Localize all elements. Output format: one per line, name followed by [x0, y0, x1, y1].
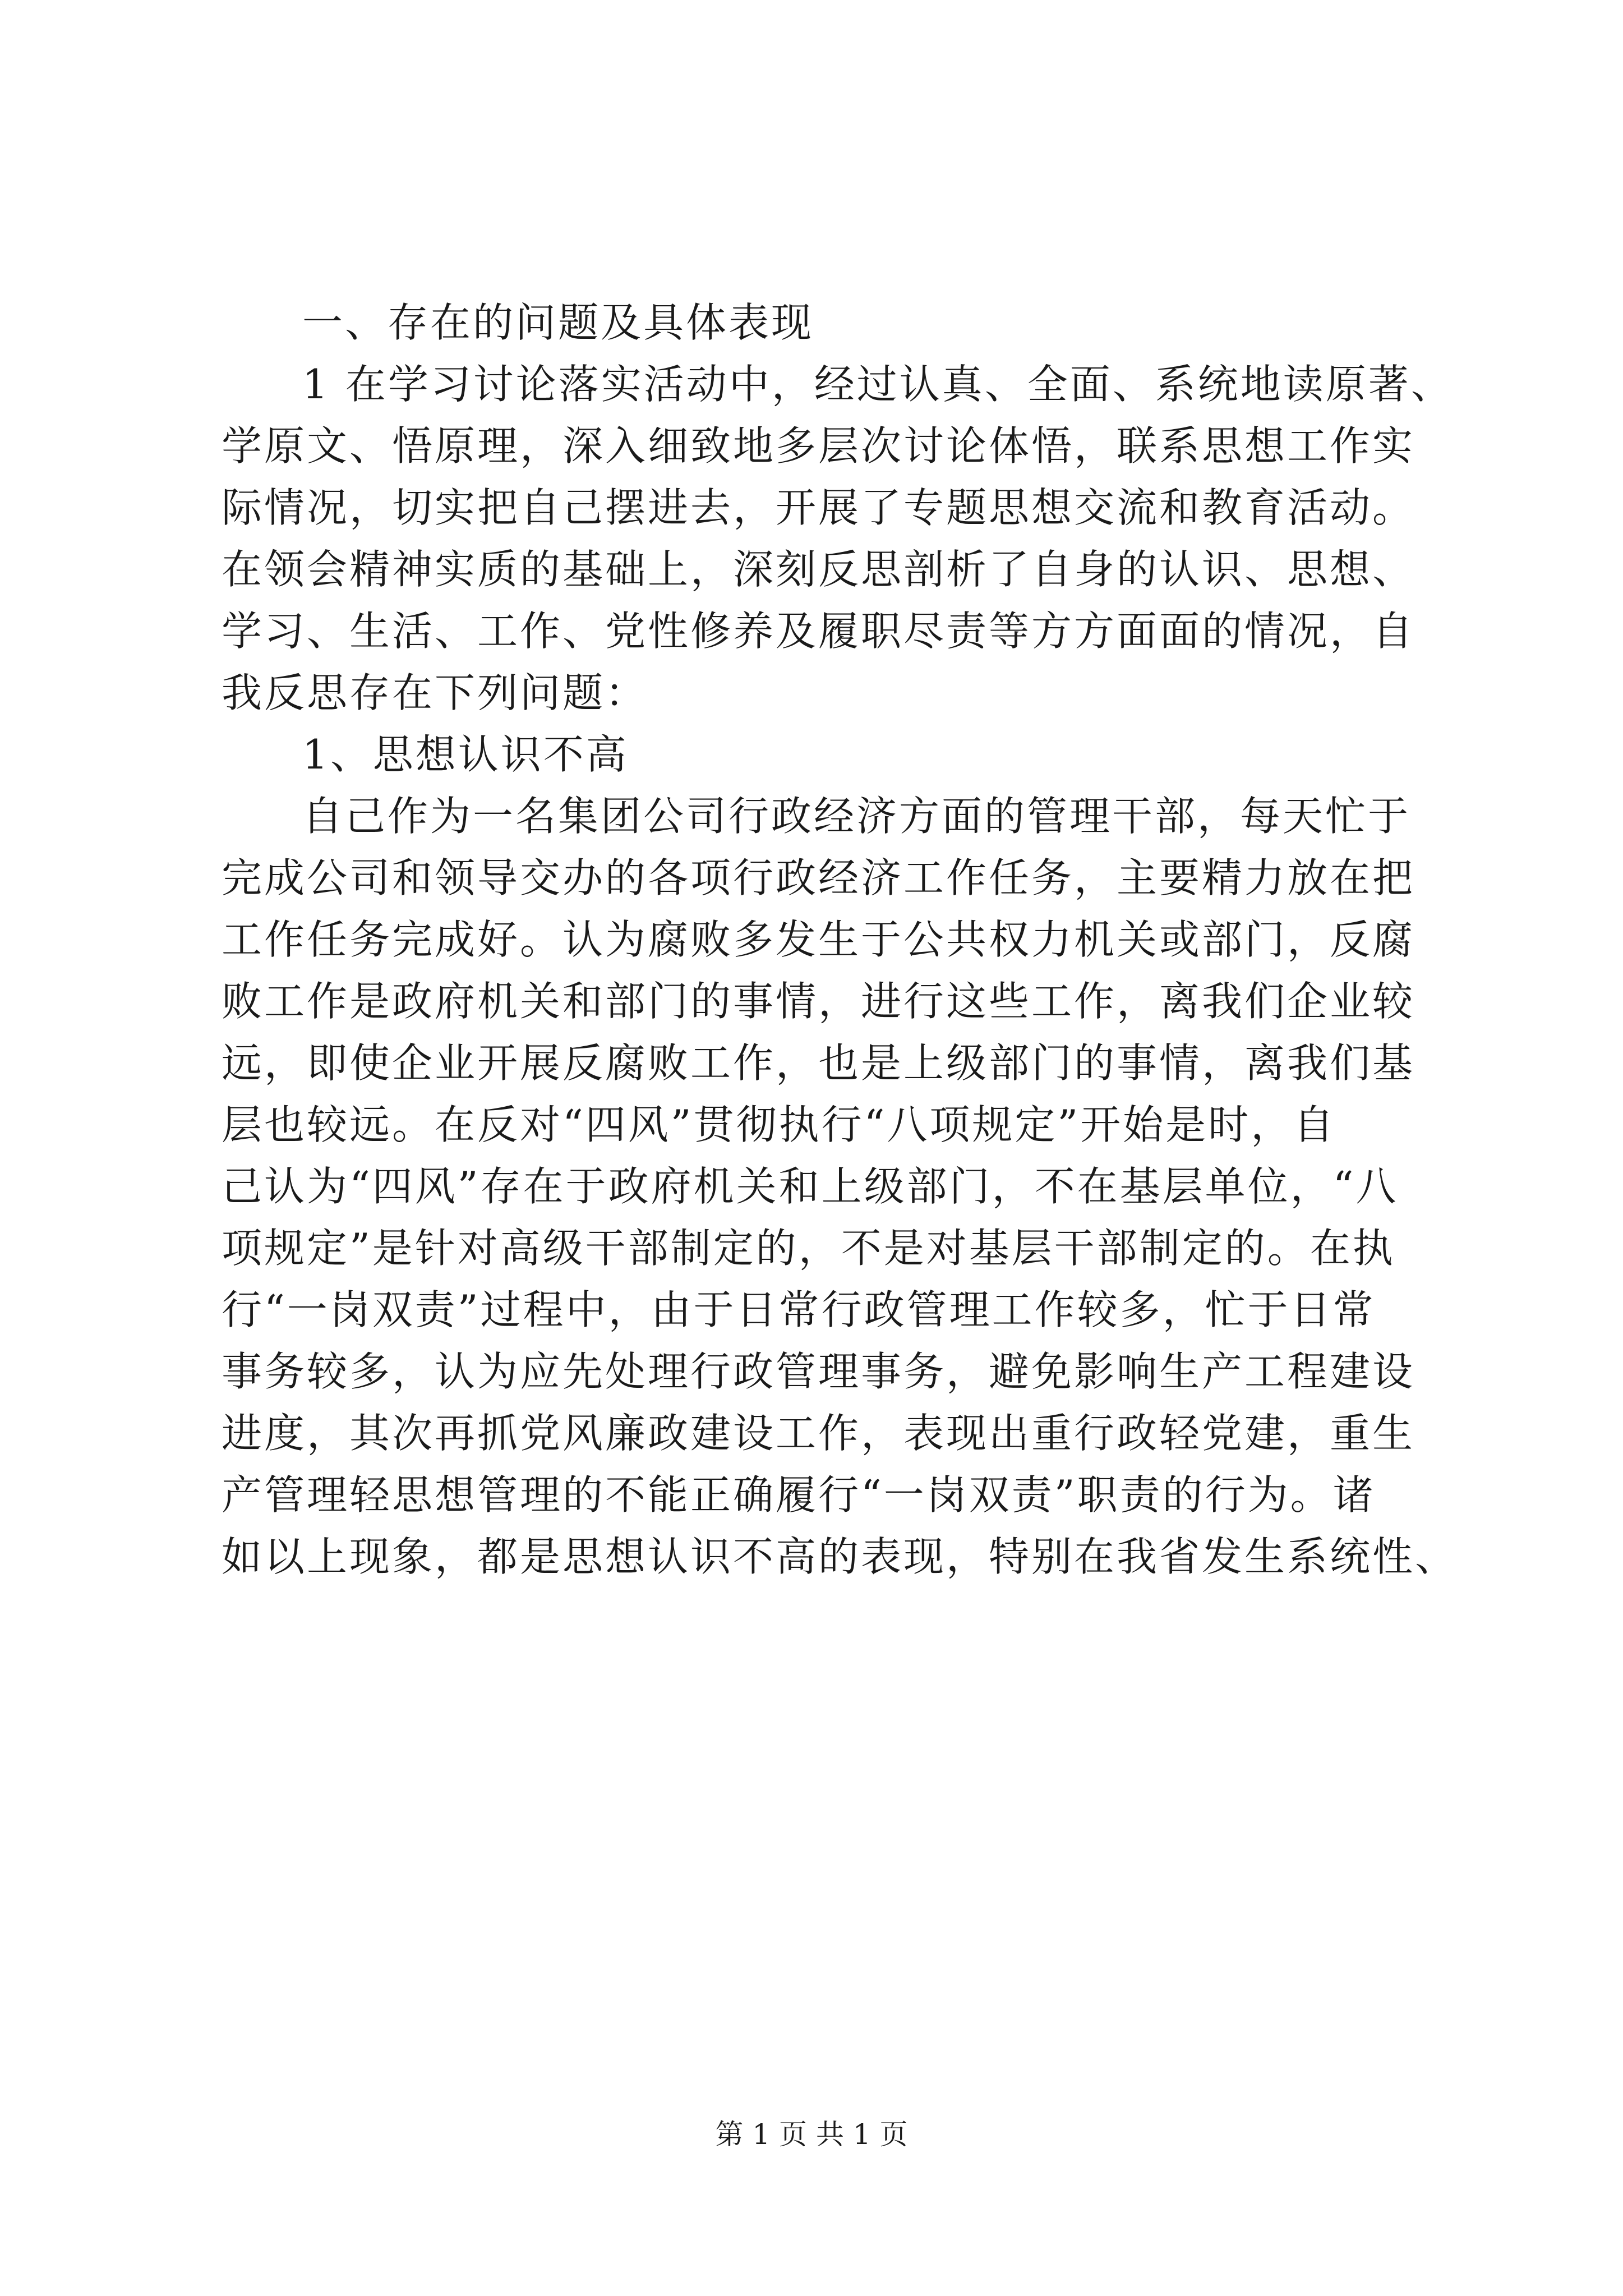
paragraph-line: 项规定”是针对高级干部制定的，不是对基层干部制定的。在执: [222, 1225, 1395, 1272]
paragraph-line: 际情况，切实把自己摆进去，开展了专题思想交流和教育活动。: [222, 484, 1415, 531]
subsection-heading: 1、思想认识不高: [302, 731, 629, 778]
paragraph-line: 学习、生活、工作、党性修养及履职尽责等方方面面的情况，自: [222, 608, 1415, 655]
paragraph-line: 学原文、悟原理，深入细致地多层次讨论体悟，联系思想工作实: [222, 422, 1415, 470]
paragraph-line: 己认为“四风”存在于政府机关和上级部门，不在基层单位，“八: [222, 1163, 1399, 1210]
section-heading: 一、存在的问题及具体表现: [302, 299, 814, 346]
paragraph-line: 我反思存在下列问题：: [222, 669, 648, 716]
paragraph-line: 自己作为一名集团公司行政经济方面的管理干部，每天忙于: [302, 793, 1411, 840]
paragraph-line: 行“一岗双责”过程中，由于日常行政管理工作较多，忙于日常: [222, 1286, 1376, 1333]
paragraph-line: 如以上现象，都是思想认识不高的表现，特别在我省发生系统性、: [222, 1533, 1458, 1580]
paragraph-line: 败工作是政府机关和部门的事情，进行这些工作，离我们企业较: [222, 978, 1415, 1025]
paragraph-line: 进度，其次再抓党风廉政建设工作，表现出重行政轻党建，重生: [222, 1410, 1415, 1457]
paragraph-line: 在领会精神实质的基础上，深刻反思剖析了自身的认识、思想、: [222, 546, 1415, 593]
paragraph-line: 产管理轻思想管理的不能正确履行“一岗双责”职责的行为。诸: [222, 1471, 1376, 1519]
paragraph-line: 层也较远。在反对“四风”贯彻执行“八项规定”开始是时，自: [222, 1101, 1336, 1148]
paragraph-line: 工作任务完成好。认为腐败多发生于公共权力机关或部门，反腐: [222, 916, 1415, 963]
paragraph-line: 1 在学习讨论落实活动中，经过认真、全面、系统地读原著、: [302, 361, 1454, 408]
paragraph-line: 事务较多，认为应先处理行政管理事务，避免影响生产工程建设: [222, 1348, 1415, 1395]
paragraph-line: 远，即使企业开展反腐败工作，也是上级部门的事情，离我们基: [222, 1039, 1415, 1087]
page-footer: 第 1 页 共 1 页: [715, 2118, 908, 2151]
paragraph-line: 完成公司和领导交办的各项行政经济工作任务，主要精力放在把: [222, 854, 1415, 901]
